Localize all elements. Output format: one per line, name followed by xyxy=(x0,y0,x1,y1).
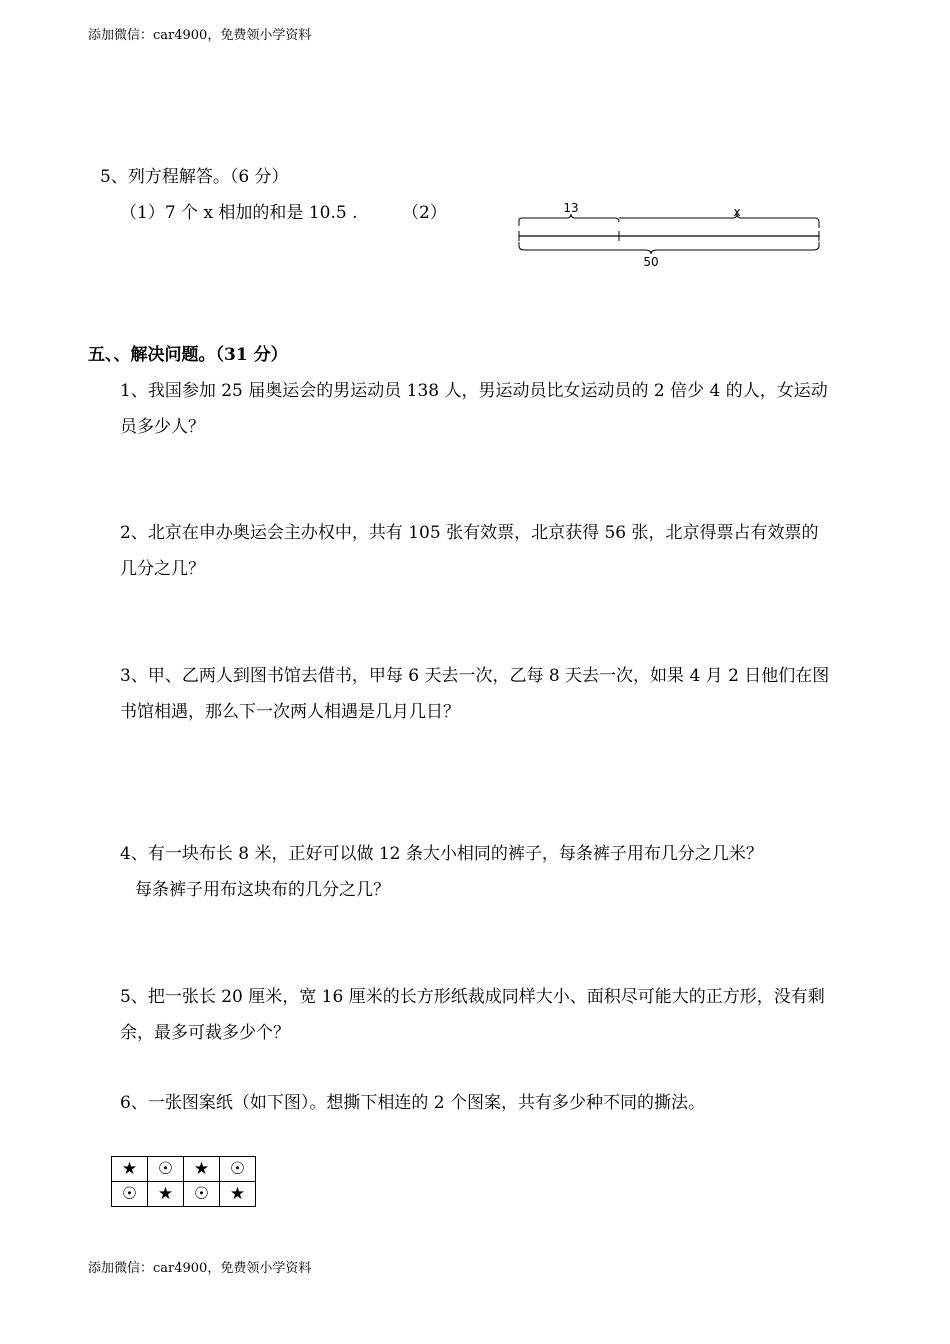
top-left-brace xyxy=(519,214,619,226)
pattern-cell: ☉ xyxy=(112,1182,148,1207)
pattern-cell: ☉ xyxy=(148,1157,184,1182)
label-50: 50 xyxy=(643,255,659,269)
bottom-brace xyxy=(519,242,819,254)
pattern-cell: ☉ xyxy=(220,1157,256,1182)
problem-5-line-1: 5、把一张长 20 厘米，宽 16 厘米的长方形纸裁成同样大小、面积尽可能大的正方形，没有剩 xyxy=(120,987,825,1007)
problem-4-line-1: 4、有一块布长 8 米，正好可以做 12 条大小相同的裤子，每条裤子用布几分之几米？ xyxy=(120,844,763,864)
pattern-cell: ★ xyxy=(220,1182,256,1207)
problems-section-title: 五、、解决问题。（31 分） xyxy=(88,345,288,365)
page-header: 添加微信：car4900，免费领小学资料 xyxy=(88,28,312,43)
page-footer: 添加微信：car4900，免费领小学资料 xyxy=(88,1261,312,1276)
equation-section-title: 5、列方程解答。（6 分） xyxy=(100,167,289,187)
top-right-brace xyxy=(619,214,819,228)
problem-2-line-1: 2、北京在申办奥运会主办权中，共有 105 张有效票，北京获得 56 张，北京得票占有效票的 xyxy=(120,523,819,543)
pattern-grid xyxy=(111,1156,256,1207)
pattern-cell: ★ xyxy=(184,1157,220,1182)
equation-question-1: （1）7 个 x 相加的和是 10.5 . xyxy=(120,203,358,223)
pattern-cell: ★ xyxy=(112,1157,148,1182)
equation-question-2-label: （2） xyxy=(402,203,447,223)
label-x: x xyxy=(733,205,741,219)
pattern-row-2 xyxy=(112,1182,256,1207)
problem-5-line-2: 余，最多可裁多少个？ xyxy=(120,1023,290,1043)
pattern-row-1 xyxy=(112,1157,256,1182)
problem-2-line-2: 几分之几？ xyxy=(120,559,205,579)
problem-1-line-2: 员多少人？ xyxy=(120,417,205,437)
problem-4-line-2: 每条裤子用布这块布的几分之几？ xyxy=(135,880,390,900)
pattern-cell: ★ xyxy=(148,1182,184,1207)
problem-3-line-2: 书馆相遇，那么下一次两人相遇是几月几日？ xyxy=(120,702,460,722)
label-13: 13 xyxy=(563,201,579,215)
problem-1-line-1: 1、我国参加 25 届奥运会的男运动员 138 人，男运动员比女运动员的 2 倍少 4 的人，女运动 xyxy=(120,381,828,401)
problem-3-line-1: 3、甲、乙两人到图书馆去借书，甲每 6 天去一次，乙每 8 天去一次，如果 4 月 2 日他们在图 xyxy=(120,666,830,686)
problem-6: 6、一张图案纸（如下图）。想撕下相连的 2 个图案，共有多少种不同的撕法。 xyxy=(120,1093,705,1113)
pattern-cell: ☉ xyxy=(184,1182,220,1207)
line-segment-diagram xyxy=(515,198,825,270)
